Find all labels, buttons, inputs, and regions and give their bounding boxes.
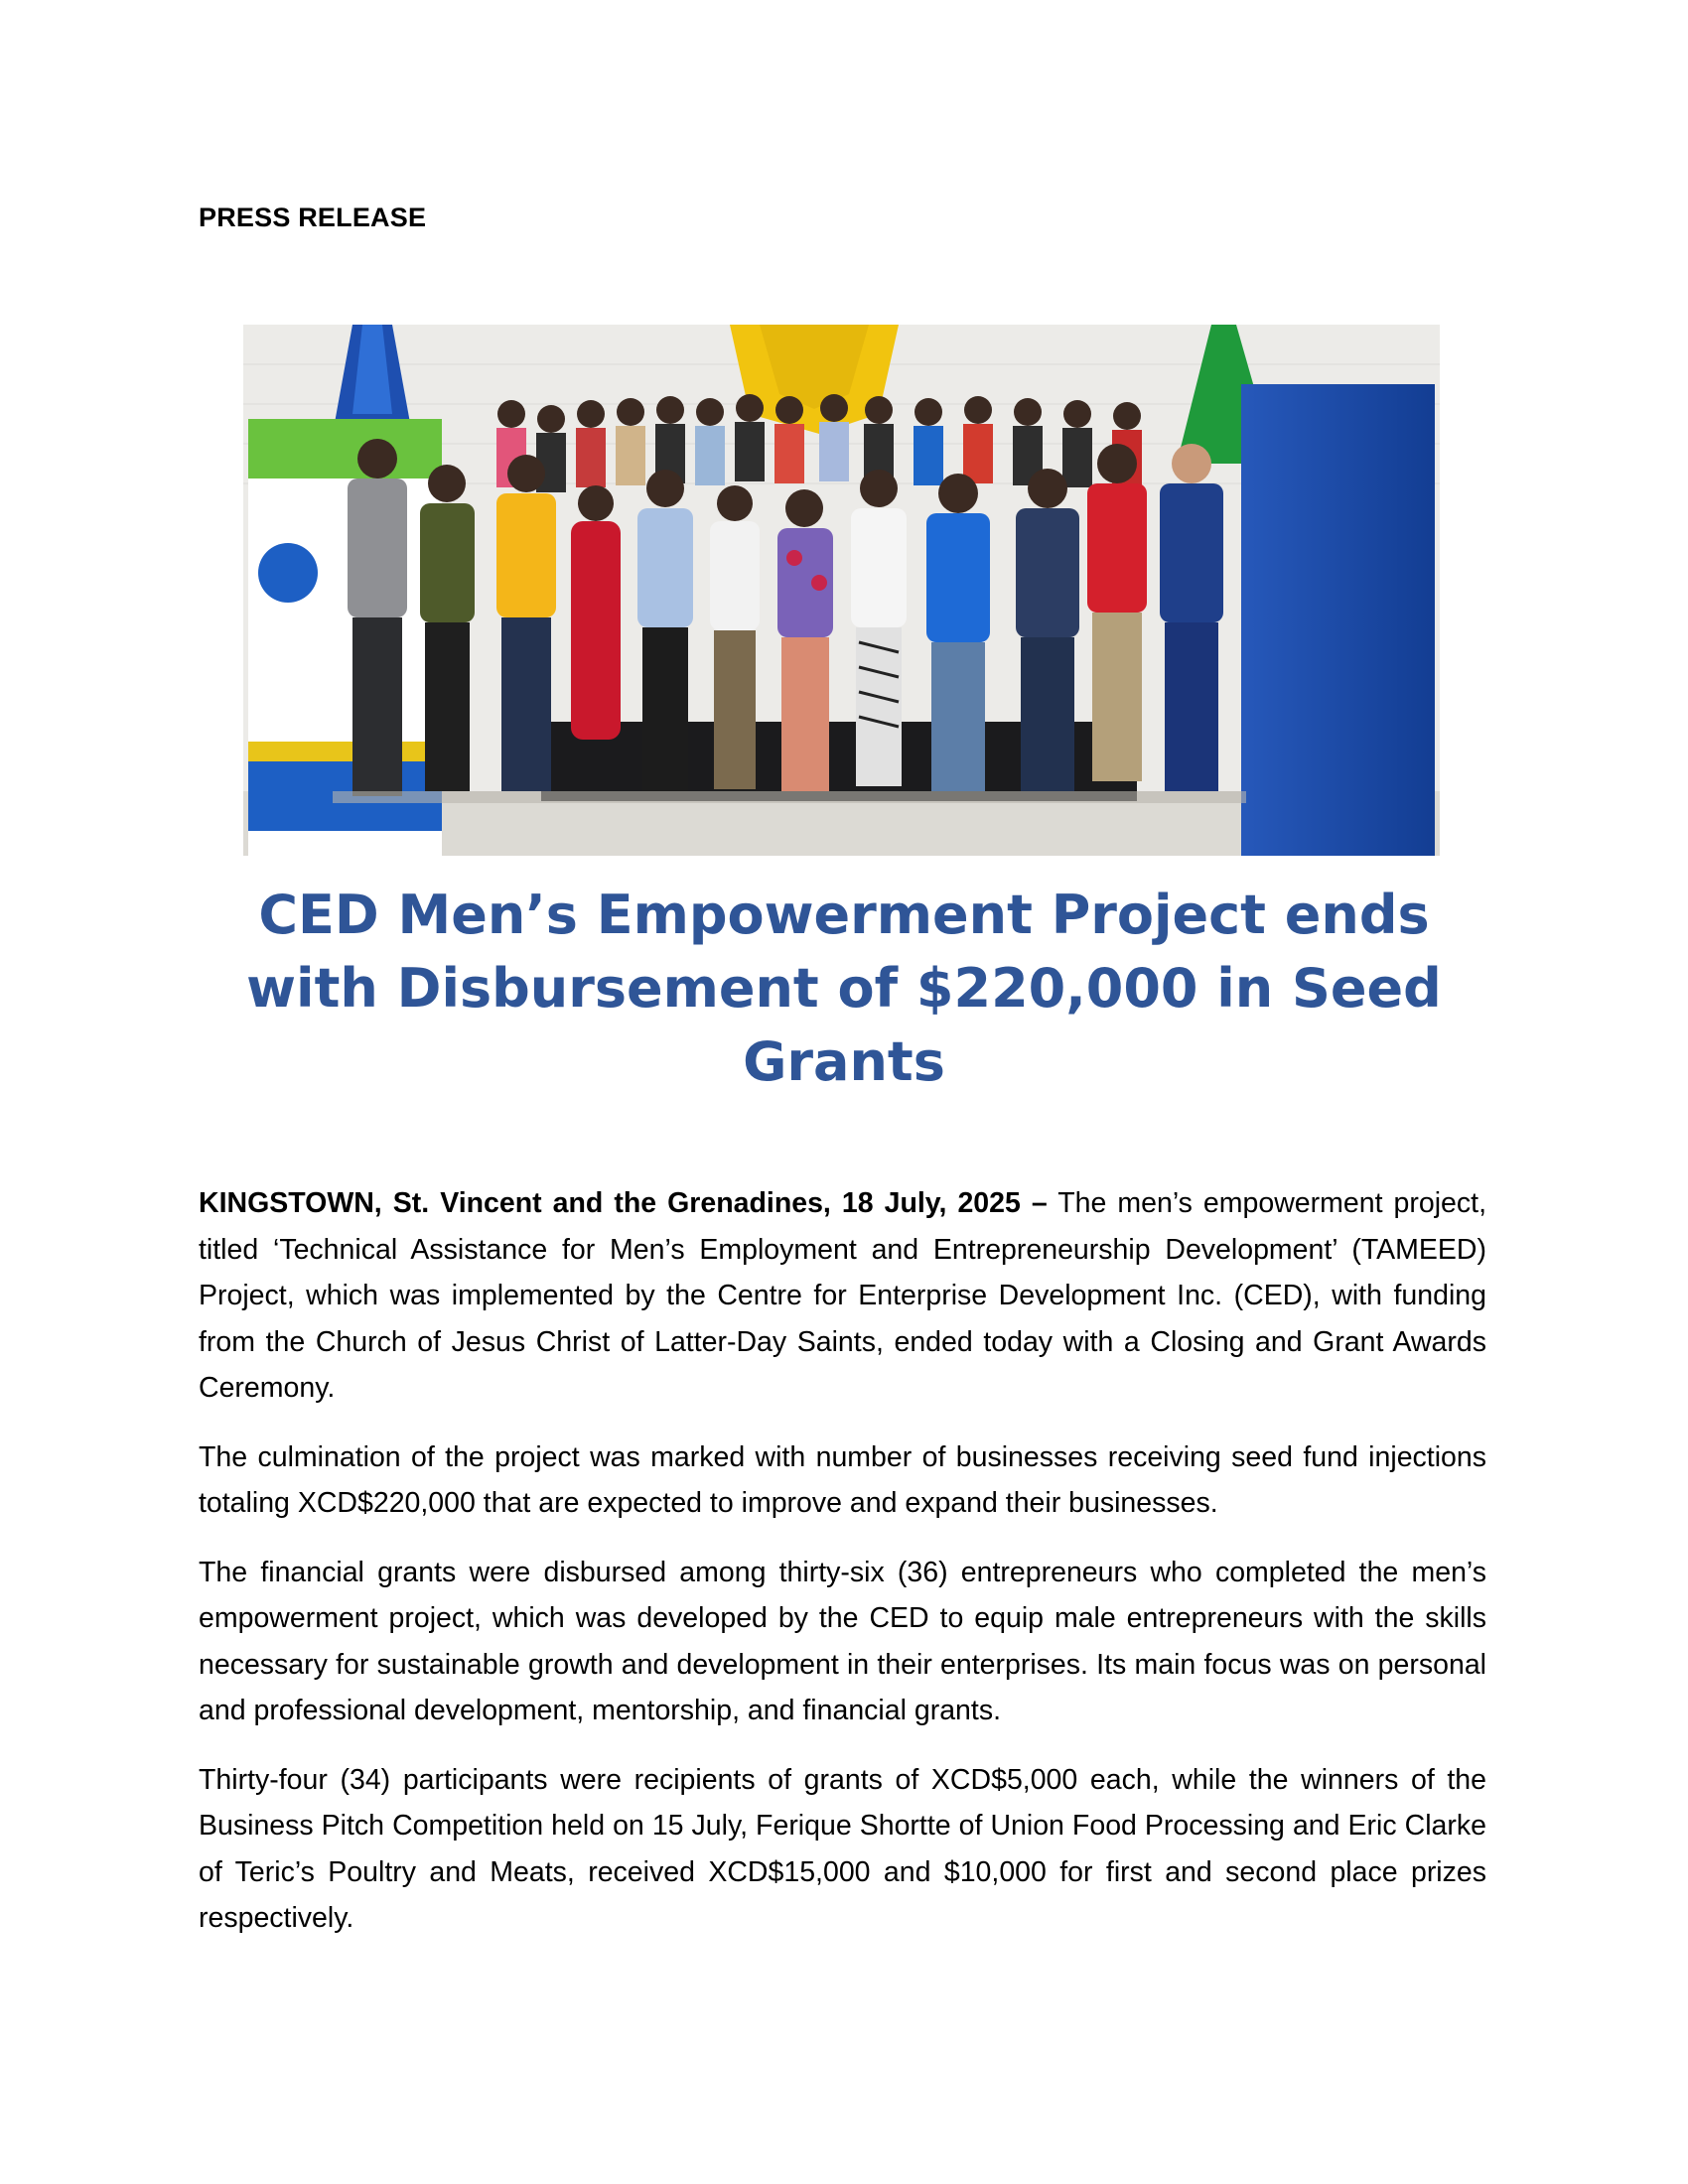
paragraph-3: The financial grants were disbursed among thirty-six (36) entrepreneurs who completed the men’s empowerment project, which was developed by the CED to equip male entrepreneurs with the skills necessary for sustainable growth and development in their enterprises. Its main focus was on personal and professional development, mentorship, and financial grants. [199, 1556, 1486, 1726]
group-photo-illustration [243, 325, 1440, 856]
paragraph-1-text: The men’s empowerment project, titled ‘Technical Assistance for Men’s Employment and Entrepreneurship Development’ (TAMEED) Project, which was implemented by the Centre for Enterprise Development Inc. (CED), with funding from the Church of Jesus Christ of Latter-Day Saints, ended today with a Closing and Grant Awards Ceremony. [199, 1187, 1486, 1404]
press-release-label: PRESS RELEASE [199, 203, 427, 232]
article-body [199, 1180, 1486, 1965]
headline: CED Men’s Empowerment Project ends with Disbursement of $220,000 in Seed Grants [246, 884, 1442, 1093]
dateline: KINGSTOWN, St. Vincent and the Grenadines, 18 July, 2025 – [199, 1187, 1048, 1219]
paragraph-2: The culmination of the project was marked with number of businesses receiving seed fund injections totaling XCD$220,000 that are expected to improve and expand their businesses. [199, 1440, 1486, 1519]
paragraph-1 [199, 1180, 1486, 1412]
paragraph-4: Thirty-four (34) participants were recipients of grants of XCD$5,000 each, while the winners of the Business Pitch Competition held on 15 July, Ferique Shortte of Union Food Processing and Eric Clarke of Teric’s Poultry and Meats, received XCD$15,000 and $10,000 for first and second place prizes respectively. [199, 1763, 1486, 1934]
group-photo [243, 325, 1440, 856]
